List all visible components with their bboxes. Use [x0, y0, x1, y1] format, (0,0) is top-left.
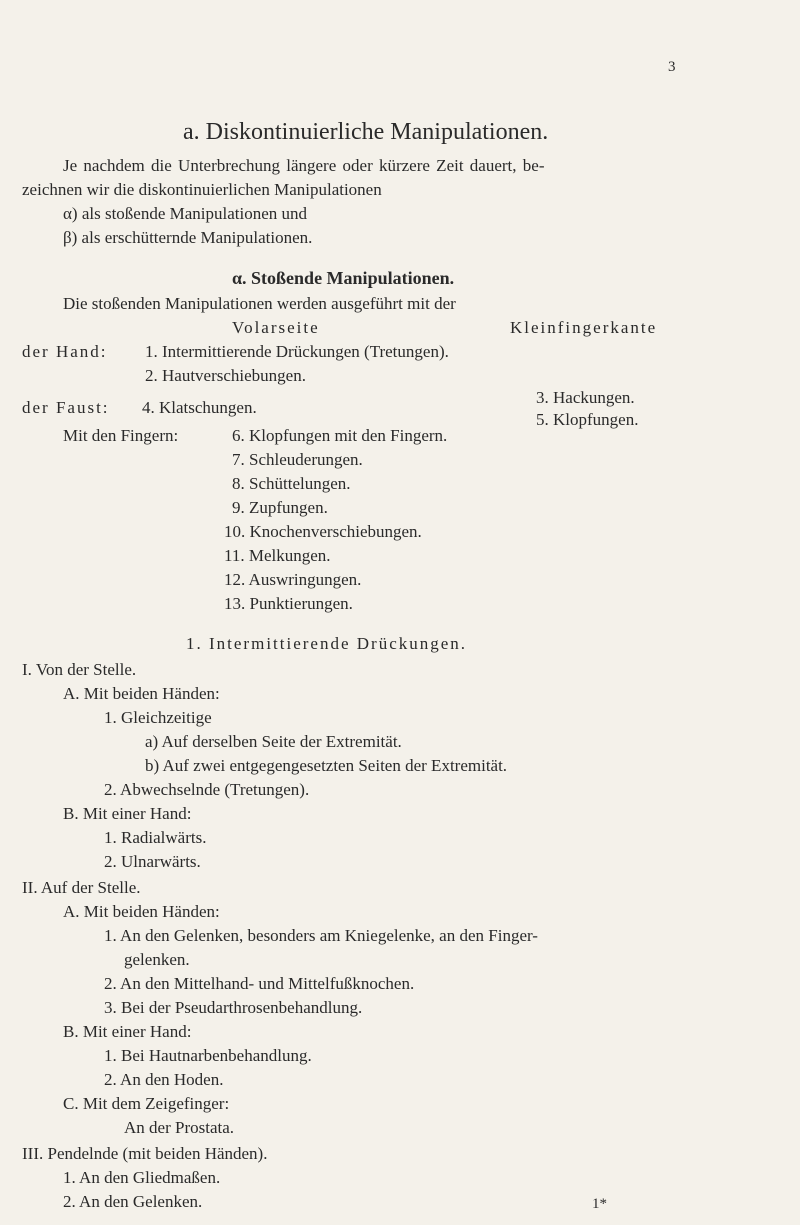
outline-III: III. Pendelnde (mit beiden Händen).: [22, 1144, 268, 1163]
fingern-item: 8. Schüttelungen.: [232, 474, 351, 493]
outline-II-A-1-cont: gelenken.: [124, 950, 190, 969]
outline-I-B-2: 2. Ulnarwärts.: [104, 852, 201, 871]
intro-alpha: α) als stoßende Manipulationen und: [63, 204, 308, 223]
outline-I-A-1b: b) Auf zwei entgegengesetzten Seiten der Extremität.: [145, 756, 508, 775]
outline-I-A: A. Mit beiden Händen:: [63, 684, 220, 703]
outline-II-A-2: 2. An den Mittelhand- und Mittelfußknochen.: [104, 974, 415, 993]
outline-I-A-1a: a) Auf derselben Seite der Extremität.: [145, 732, 402, 751]
outline-I: I. Von der Stelle.: [22, 660, 137, 679]
outline-II: II. Auf der Stelle.: [22, 878, 141, 897]
outline-II-A: A. Mit beiden Händen:: [63, 902, 220, 921]
intro-beta: β) als erschütternde Manipulationen.: [63, 228, 313, 247]
fingern-item: 9. Zupfungen.: [232, 498, 328, 517]
right-item-hackungen: 3. Hackungen.: [536, 388, 635, 407]
outline-II-B-1: 1. Bei Hautnarbenbehandlung.: [104, 1046, 312, 1065]
outline-I-B: B. Mit einer Hand:: [63, 804, 192, 823]
faust-label: der Faust:: [22, 398, 110, 417]
outline-II-B: B. Mit einer Hand:: [63, 1022, 192, 1041]
fingern-item: 11. Melkungen.: [224, 546, 331, 565]
outline-II-A-1: 1. An den Gelenken, besonders am Kniegelenke, an den Finger-: [104, 926, 538, 945]
fingern-item: 12. Auswringungen.: [224, 570, 362, 589]
fingern-label: Mit den Fingern:: [63, 426, 179, 445]
outline-II-C: C. Mit dem Zeigefinger:: [63, 1094, 230, 1113]
outline-III-1: 1. An den Gliedmaßen.: [63, 1168, 221, 1187]
fingern-item: 6. Klopfungen mit den Fingern.: [232, 426, 448, 445]
alpha-line-1: Die stoßenden Manipulationen werden ausgeführt mit der: [63, 294, 456, 313]
outline-II-C-1: An der Prostata.: [124, 1118, 235, 1137]
page-heading: a. Diskontinuierliche Manipulationen.: [183, 119, 549, 145]
page-number: 3: [668, 59, 676, 75]
fingern-item: 10. Knochenverschiebungen.: [224, 522, 422, 541]
outline-I-A-2: 2. Abwechselnde (Tretungen).: [104, 780, 310, 799]
right-item-klopfungen: 5. Klopfungen.: [536, 410, 639, 429]
outline-II-A-3: 3. Bei der Pseudarthrosenbehandlung.: [104, 998, 363, 1017]
hand-item-1: 1. Intermittierende Drückungen (Tretungen).: [145, 342, 449, 361]
volarseite-label: Volarseite: [232, 318, 320, 337]
outline-II-B-2: 2. An den Hoden.: [104, 1070, 224, 1089]
outline-III-2: 2. An den Gelenken.: [63, 1192, 203, 1211]
outline-I-A-1: 1. Gleichzeitige: [104, 708, 212, 727]
section-1-title: 1. Intermittierende Drückungen.: [186, 634, 468, 653]
fingern-item: 7. Schleuderungen.: [232, 450, 363, 469]
hand-item-2: 2. Hautverschiebungen.: [145, 366, 306, 385]
outline-I-B-1: 1. Radialwärts.: [104, 828, 207, 847]
alpha-section-title: α. Stoßende Manipulationen.: [232, 268, 455, 288]
kleinfingerkante-label: Kleinfingerkante: [510, 318, 658, 337]
signature-mark: 1*: [592, 1196, 607, 1212]
intro-line-2: zeichnen wir die diskontinuierlichen Manipulationen: [22, 180, 382, 199]
hand-label: der Hand:: [22, 342, 108, 361]
fingern-item: 13. Punktierungen.: [224, 594, 353, 613]
faust-item: 4. Klatschungen.: [142, 398, 257, 417]
intro-line-1: Je nachdem die Unterbrechung längere oder kürzere Zeit dauert, be-: [63, 156, 545, 175]
